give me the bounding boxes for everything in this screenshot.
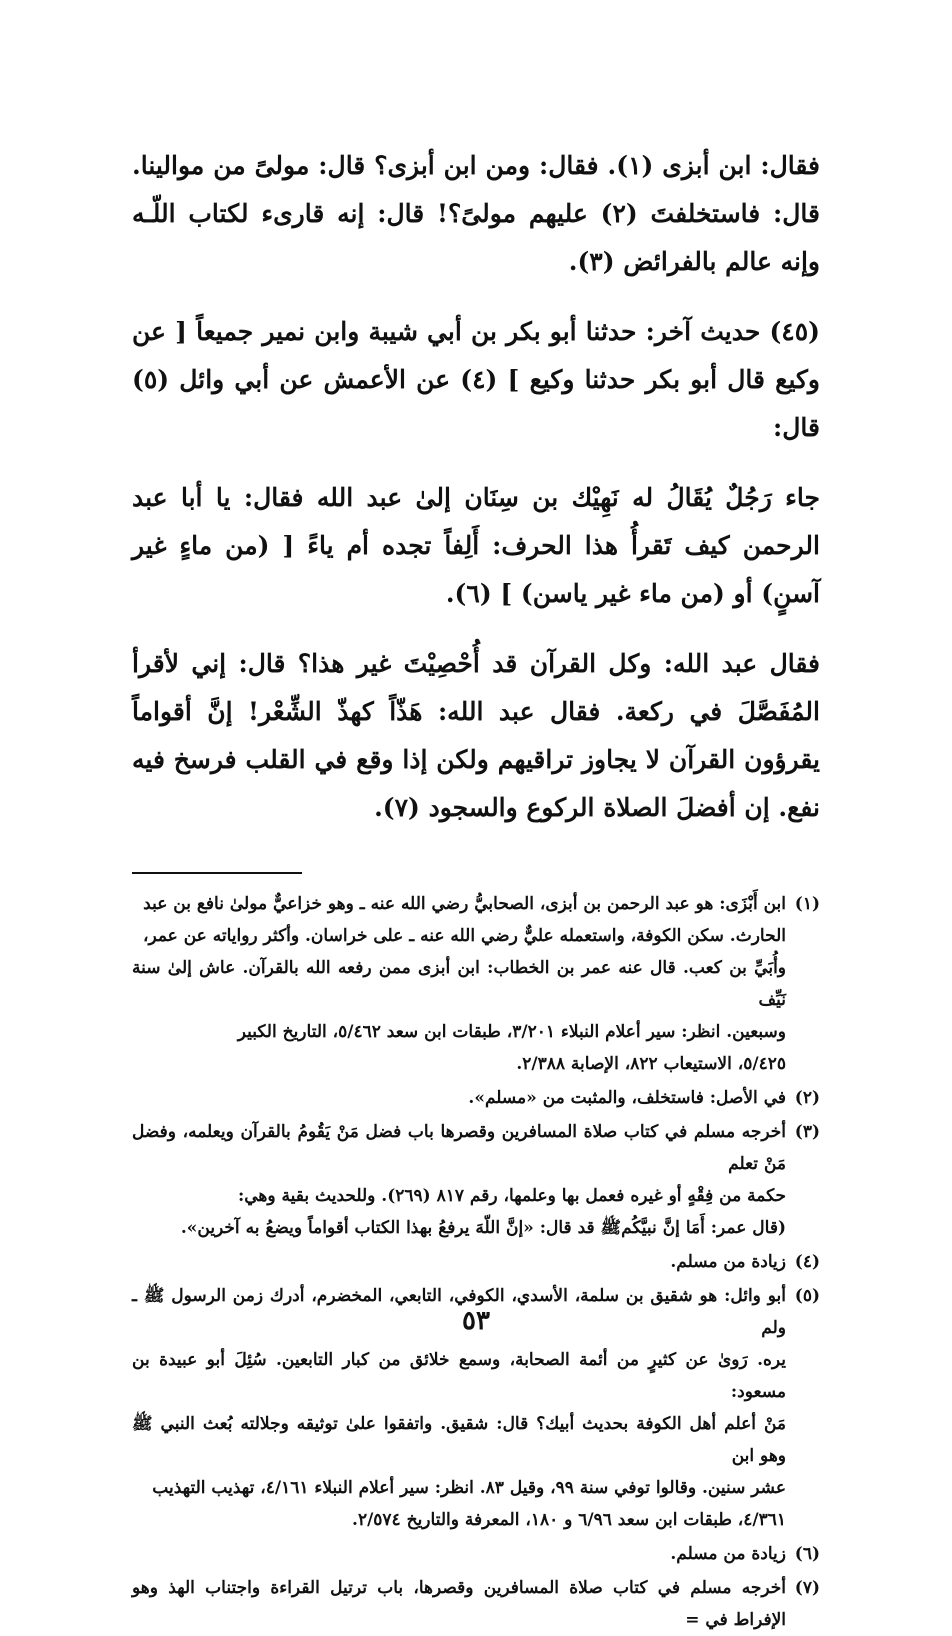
footnote-number: (٥) <box>794 1286 820 1306</box>
footnote-line: زيادة من مسلم. <box>670 1252 786 1272</box>
footnote-line: حكمة من فِقْهٍ أو غيره فعمل بها وعلمها، رقم ٨١٧ (٢٦٩). وللحديث بقية وهي: <box>237 1186 786 1206</box>
footnote-text <box>132 1246 786 1278</box>
footnote <box>132 1082 820 1114</box>
paragraph: فقال عبد الله: وكل القرآن قد أُحْصِيْتَ غير هذا؟ قال: إني لأقرأ المُفَصَّلَ في ركعة. فقال عبد الله: هَذّاً كهذّ الشِّعْر! إنَّ أقواماً يقرؤون القرآن لا يجاوز تراقيهم ولكن إذا وقع في القلب فرسخ فيه نفع. إن أفضلَ الصلاة الركوع والسجود (٧). <box>132 649 820 822</box>
footnote-text <box>132 888 786 1080</box>
paragraph: (٤٥) حديث آخر: حدثنا أبو بكر بن أبي شيبة وابن نمير جميعاً [ عن وكيع قال أبو بكر حدثنا وكيع ] (٤) عن الأعمش عن أبي وائل (٥) قال: <box>132 317 820 442</box>
footnotes <box>132 888 820 1636</box>
footnote-text <box>132 1572 786 1636</box>
footnote-number: (٤) <box>794 1252 820 1272</box>
footnote-number: (١) <box>794 894 820 914</box>
footnote-line: وأُبَيِّ بن كعب. قال عنه عمر بن الخطاب: ابن أبزى ممن رفعه الله بالقرآن. عاش إلىٰ سنة نَيِّف <box>132 958 786 1010</box>
footnote <box>132 888 820 1080</box>
footnote-text <box>132 1116 786 1244</box>
footnote-divider <box>132 872 302 874</box>
footnote-line: مَنْ أعلم أهل الكوفة بحديث أبيك؟ قال: شقيق. واتفقوا علىٰ توثيقه وجلالته بُعث النبي ﷺ وهو ابن <box>132 1414 786 1466</box>
footnote-line: (قال عمر: أَمَا إنَّ نبيَّكُمﷺ قد قال: «إنَّ اللّهَ يرفعُ بهذا الكتاب أقواماً ويضعُ به آخرين». <box>180 1218 786 1238</box>
footnote-line: ابن أَبْزَى: هو عبد الرحمن بن أبزى، الصحابيُّ رضي الله عنه ـ وهو خزاعيٌّ مولىٰ نافع بن عبد <box>143 894 786 914</box>
main-text <box>132 142 820 832</box>
paragraph: جاء رَجُلٌ يُقَالُ له نَهِيْك بن سِنَان إلىٰ عبد الله فقال: يا أبا عبد الرحمن كيف تَقرأُ هذا الحرف: أَلِفاً تجده أم ياءً [ (من ماءٍ غير آسنٍ) أو (من ماء غير ياسن) ] (٦). <box>132 483 820 608</box>
footnote <box>132 1246 820 1278</box>
footnote-line: يره. رَوىٰ عن كثيرٍ من أئمة الصحابة، وسمع خلائق من كبار التابعين. سُئِلَ أبو عبيدة بن مسعود: <box>132 1350 786 1402</box>
footnote-line: الحارث. سكن الكوفة، واستعمله عليٌّ رضي الله عنه ـ على خراسان. وأكثر رواياته عن عمر، <box>142 926 786 946</box>
page-number: ٥٣ <box>462 1306 490 1336</box>
footnote-number: (٣) <box>794 1122 820 1142</box>
footnote-line: زيادة من مسلم. <box>670 1544 786 1564</box>
footnote <box>132 1116 820 1244</box>
footnote-line: في الأصل: فاستخلف، والمثبت من «مسلم». <box>468 1088 786 1108</box>
footnote-number: (٦) <box>794 1544 820 1564</box>
footnote <box>132 1538 820 1570</box>
footnote-line: أخرجه مسلم في كتاب صلاة المسافرين وقصرها، باب ترتيل القراءة واجتناب الهذ وهو الإفراط في = <box>132 1578 786 1630</box>
footnote-line: عشر سنين. وقالوا توفي سنة ٩٩، وقيل ٨٣. انظر: سير أعلام النبلاء ٤/١٦١، تهذيب التهذيب <box>152 1478 786 1498</box>
footnote-text <box>132 1538 786 1570</box>
footnote-text <box>132 1082 786 1114</box>
footnote-line: أبو وائل: هو شقيق بن سلمة، الأسدي، الكوفي، التابعي، المخضرم، أدرك زمن الرسول ﷺ ـ ولم <box>132 1286 786 1338</box>
footnote-line: أخرجه مسلم في كتاب صلاة المسافرين وقصرها باب فضل مَنْ يَقُومُ بالقرآن ويعلمه، وفضل مَنْ تعلم <box>132 1122 786 1174</box>
footnote-line: ٥/٤٢٥، الاستيعاب ٨٢٢، الإصابة ٢/٣٨٨. <box>516 1054 786 1074</box>
footnote-line: ٤/٣٦١، طبقات ابن سعد ٦/٩٦ و ١٨٠، المعرفة والتاريخ ٢/٥٧٤. <box>352 1510 786 1530</box>
footnote-number: (٢) <box>794 1088 820 1108</box>
footnote <box>132 1572 820 1636</box>
footnote-line: وسبعين. انظر: سير أعلام النبلاء ٣/٢٠١، طبقات ابن سعد ٥/٤٦٢، التاريخ الكبير <box>237 1022 786 1042</box>
paragraph: فقال: ابن أبزى (١). فقال: ومن ابن أبزى؟ قال: مولىً من موالينا. قال: فاستخلفتَ (٢) عليهم مولىً؟! قال: إنه قارىء لكتاب اللّـه وإنه عالم بالفرائض (٣). <box>132 151 821 276</box>
footnote-number: (٧) <box>794 1578 820 1598</box>
